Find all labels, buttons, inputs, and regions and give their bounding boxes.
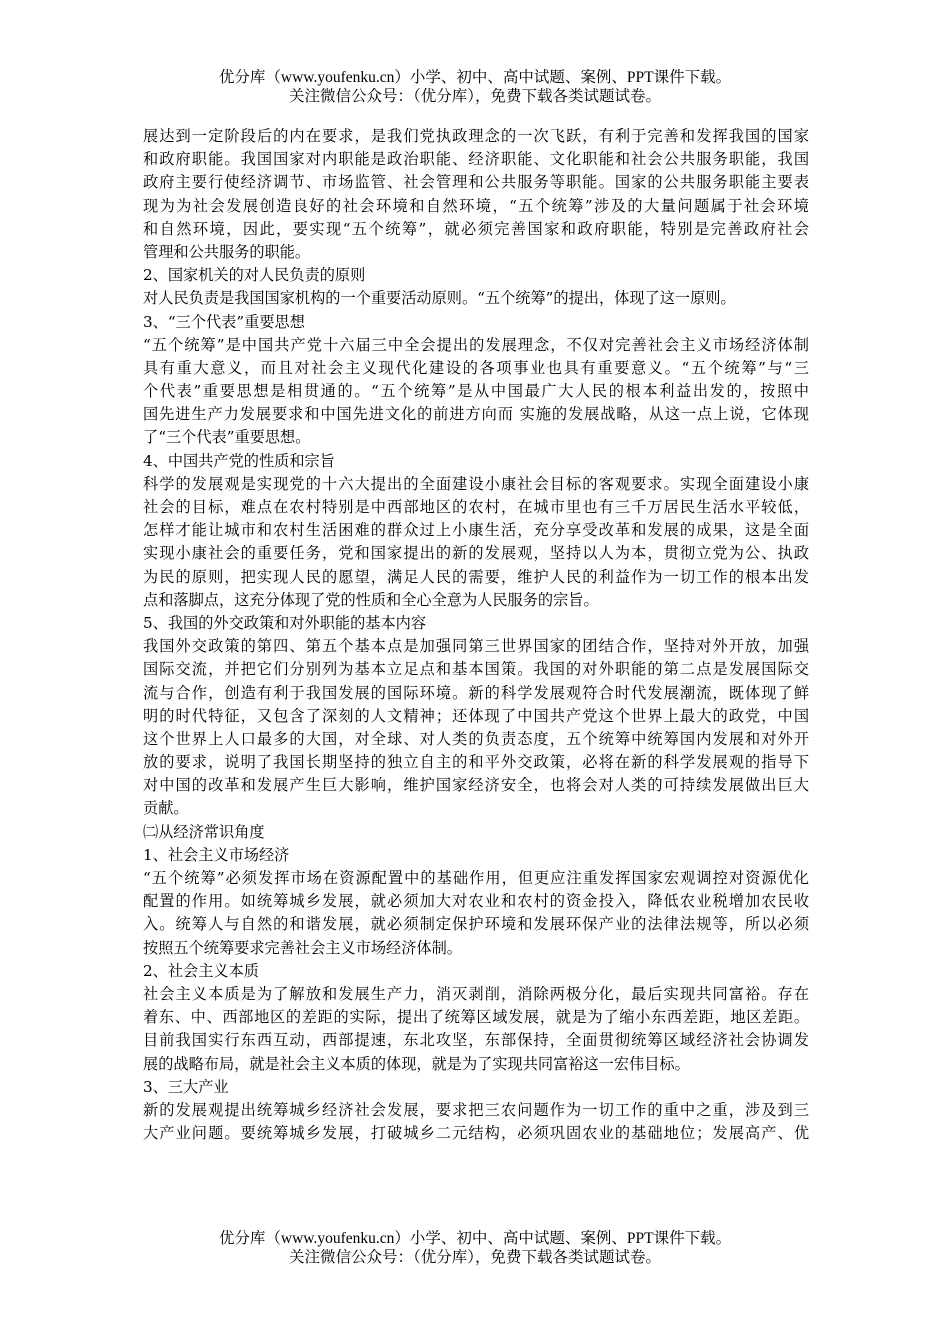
text-line: 为民的原则，把实现人民的愿望，满足人民的需要，维护人民的利益作为一切工作的根本出发 <box>143 567 809 586</box>
text-line: 2、国家机关的对人民负责的原则 <box>143 266 366 285</box>
text-line: 点和落脚点，这充分体现了党的性质和全心全意为人民服务的宗旨。 <box>143 590 599 609</box>
text-line: 明的时代特征，又包含了深刻的人文精神；还体现了中国共产党这个世界上最大的政党，中国 <box>143 706 809 725</box>
text-line: 2、社会主义本质 <box>143 961 259 980</box>
text-line: 管理和公共服务的职能。 <box>143 242 311 261</box>
document-body <box>143 125 809 1145</box>
text-line: 现为为社会发展创造良好的社会环境和自然环境，“五个统筹”涉及的大量问题属于社会环境 <box>143 196 809 215</box>
text-line: 新的发展观提出统筹城乡经济社会发展，要求把三农问题作为一切工作的重中之重，涉及到三 <box>143 1100 809 1119</box>
text-line: 怎样才能让城市和农村生活困难的群众过上小康生活，充分享受改革和发展的成果，这是全面 <box>143 521 809 540</box>
footer-line-1: 优分库（www.youfenku.cn）小学、初中、高中试题、案例、PPT课件下载。 <box>218 1230 732 1247</box>
text-line: 具有重大意义，而且对社会主义现代化建设的各项事业也具有重要意义。“五个统筹”与“三 <box>143 358 809 377</box>
text-line: 贡献。 <box>143 799 189 818</box>
text-line: 社会的目标，难点在农村特别是中西部地区的农村，在城市里也有三千万居民生活水平较低， <box>143 498 809 516</box>
text-line: 展的战略布局，就是社会主义本质的体现，就是为了实现共同富裕这一宏伟目标。 <box>143 1054 690 1073</box>
text-line: 流与合作，创造有利于我国发展的国际环境。新的科学发展观符合时代发展潮流，既体现了鲜 <box>143 683 809 702</box>
text-line: 着东、中、西部地区的差距的实际，提出了统筹区域发展，就是为了缩小东西差距，地区差距。 <box>143 1008 809 1027</box>
text-line: 国际交流，并把它们分别列为基本立足点和基本国策。我国的对外职能的第二点是发展国际交 <box>143 660 809 679</box>
text-line: 了“三个代表”重要思想。 <box>143 428 311 447</box>
text-line: 4、中国共产党的性质和宗旨 <box>143 451 335 470</box>
text-line: 1、社会主义市场经济 <box>143 845 290 864</box>
text-line: 这个世界上人口最多的大国，对全球、对人类的负责态度，五个统筹中统筹国内发展和对外开 <box>143 729 809 748</box>
text-line: ㈡从经济常识角度 <box>143 822 265 841</box>
footer-line-2: 关注微信公众号：（优分库），免费下载各类试题试卷。 <box>288 1249 661 1266</box>
text-line: 国先进生产力发展要求和中国先进文化的前进方向而 实施的发展战略，从这一点上说，它体现 <box>143 405 809 424</box>
text-line: 个代表”重要思想是相贯通的。“五个统筹”是从中国最广大人民的根本利益出发的，按照中 <box>143 382 809 401</box>
text-line: 大产业问题。要统筹城乡发展，打破城乡二元结构，必须巩固农业的基础地位；发展高产、优 <box>143 1124 809 1143</box>
text-line: 入。统筹人与自然的和谐发展，就必须制定保护环境和发展环保产业的法律法规等，所以必须 <box>143 915 809 934</box>
text-line: 对人民负责是我国国家机构的一个重要活动原则。“五个统筹”的提出，体现了这一原则。 <box>143 289 736 308</box>
text-line: 5、我国的外交政策和对外职能的基本内容 <box>143 613 427 632</box>
page-header <box>0 68 950 106</box>
text-line: 按照五个统筹要求完善社会主义市场经济体制。 <box>143 938 462 957</box>
text-line: 和政府职能。我国国家对内职能是政治职能、经济职能、文化职能和社会公共服务职能，我国 <box>143 150 809 169</box>
text-line: 放的要求，说明了我国长期坚持的独立自主的和平外交政策，必将在新的科学发展观的指导下 <box>143 753 809 772</box>
text-line: “五个统筹”是中国共产党十六届三中全会提出的发展理念，不仅对完善社会主义市场经济体制 <box>143 335 809 354</box>
text-line: 3、“三个代表”重要思想 <box>143 312 305 331</box>
text-line: 展达到一定阶段后的内在要求，是我们党执政理念的一次飞跃，有利于完善和发挥我国的国家 <box>143 127 809 145</box>
text-line: 配置的作用。如统筹城乡发展，就必须加大对农业和农村的资金投入，降低农业税增加农民收 <box>143 892 809 911</box>
text-line: 实现小康社会的重要任务，党和国家提出的新的发展观，坚持以人为本，贯彻立党为公、执政 <box>143 544 809 563</box>
text-line: 和自然环境，因此，要实现“五个统筹”，就必须完善国家和政府职能，特别是完善政府社会 <box>143 219 809 238</box>
text-line: “五个统筹”必须发挥市场在资源配置中的基础作用，但更应注重发挥国家宏观调控对资源优化 <box>143 869 809 887</box>
text-line: 目前我国实行东西互动，西部提速，东北攻坚，东部保持，全面贯彻统筹区域经济社会协调发 <box>143 1031 809 1050</box>
text-line: 对中国的改革和发展产生巨大影响，维护国家经济安全，也将会对人类的可持续发展做出巨大 <box>143 776 809 795</box>
header-line-1: 优分库（www.youfenku.cn）小学、初中、高中试题、案例、PPT课件下载。 <box>218 69 732 86</box>
text-line: 科学的发展观是实现党的十六大提出的全面建设小康社会目标的客观要求。实现全面建设小康 <box>143 474 809 493</box>
text-line: 政府主要行使经济调节、市场监管、社会管理和公共服务等职能。国家的公共服务职能主要表 <box>143 173 809 192</box>
header-line-2: 关注微信公众号：（优分库），免费下载各类试题试卷。 <box>288 88 661 105</box>
text-line: 社会主义本质是为了解放和发展生产力，消灭剥削，消除两极分化，最后实现共同富裕。存在 <box>143 984 809 1003</box>
text-line: 我国外交政策的第四、第五个基本点是加强同第三世界国家的团结合作，坚持对外开放，加强 <box>143 637 809 656</box>
text-line: 3、三大产业 <box>143 1077 229 1096</box>
page-footer <box>0 1229 950 1267</box>
